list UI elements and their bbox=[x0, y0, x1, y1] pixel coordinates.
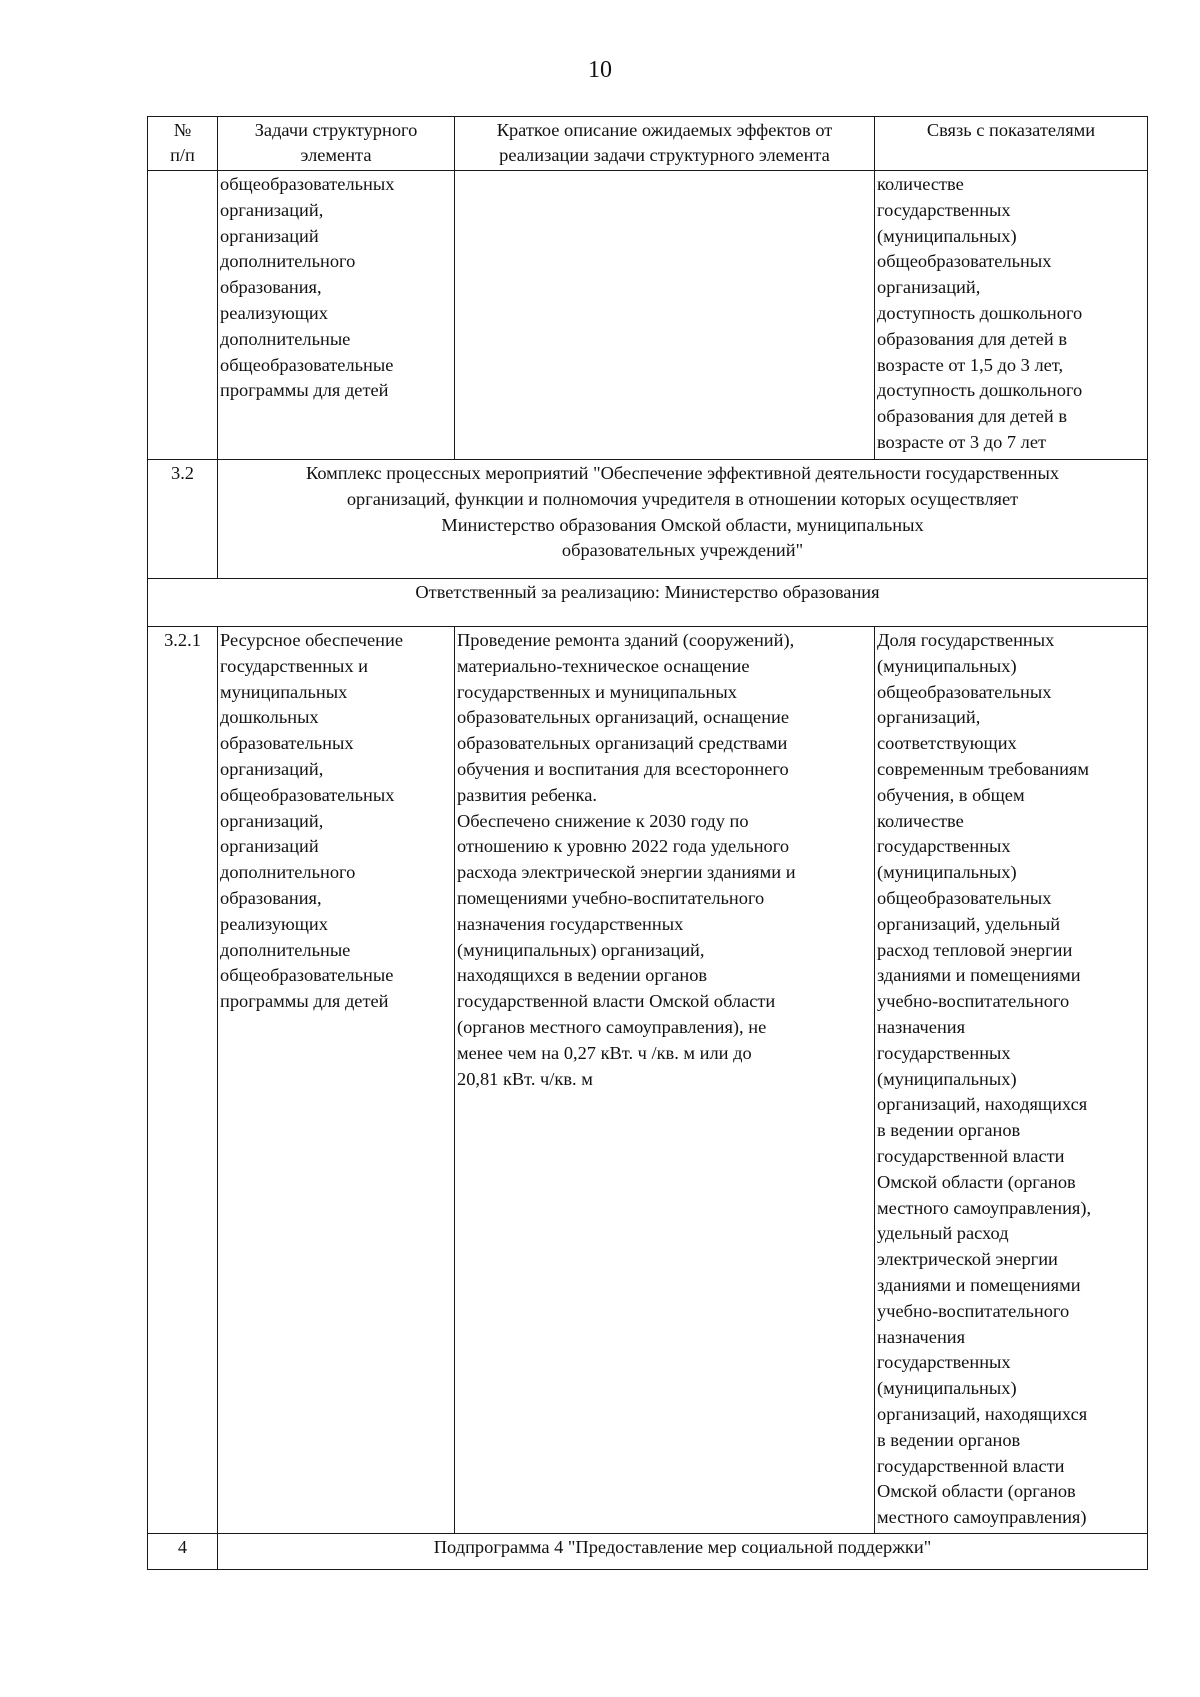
text-line: образовательных учреждений" bbox=[561, 540, 804, 561]
text-line: соответствующих bbox=[877, 733, 1017, 754]
header-num-line: п/п bbox=[170, 145, 195, 165]
text-line: расхода электрической энергии зданиями и bbox=[457, 862, 796, 883]
complex-measures-title bbox=[218, 460, 1148, 579]
text-line: образования для детей в bbox=[877, 328, 1068, 349]
text-line: государственных bbox=[877, 1352, 1011, 1373]
text-line: количестве bbox=[877, 174, 964, 194]
text-line: электрической энергии bbox=[877, 1249, 1058, 1270]
text-line: Омской области (органов bbox=[877, 1171, 1076, 1192]
header-tasks-line: Задачи структурного bbox=[254, 120, 418, 140]
text-line: 20,81 кВт. ч/кв. м bbox=[457, 1068, 593, 1089]
cell-num: 3.2 bbox=[148, 460, 218, 579]
text-line: организаций, bbox=[877, 707, 981, 728]
text-line: (муниципальных) bbox=[877, 862, 1017, 883]
text-line: организаций, удельный bbox=[877, 913, 1061, 934]
text-line: находящихся в ведении органов bbox=[457, 965, 708, 986]
text-line: муниципальных bbox=[220, 681, 348, 702]
table-row-3-2 bbox=[148, 460, 1148, 579]
text-line: (муниципальных) организаций, bbox=[457, 939, 705, 960]
text-line: в ведении органов bbox=[877, 1429, 1021, 1450]
text-line: организаций, bbox=[220, 810, 324, 831]
text-line: программы для детей bbox=[220, 991, 389, 1012]
text-line: общеобразовательных bbox=[220, 784, 395, 805]
text-line: реализующих bbox=[220, 913, 328, 934]
cell-num bbox=[148, 171, 218, 460]
text-line: государственных bbox=[877, 199, 1011, 220]
table-row-continuation bbox=[148, 171, 1148, 460]
text-line: возрасте от 1,5 до 3 лет, bbox=[877, 354, 1064, 375]
text-line: государственной власти bbox=[877, 1145, 1065, 1166]
text-line: помещениями учебно-воспитательного bbox=[457, 887, 765, 908]
text-line: общеобразовательных bbox=[877, 887, 1052, 908]
header-num-line: № bbox=[173, 120, 192, 140]
text-line: организаций, bbox=[220, 758, 324, 779]
text-line: образовательных организаций, оснащение bbox=[457, 707, 790, 728]
table-row-responsible bbox=[148, 579, 1148, 627]
text-line: местного самоуправления) bbox=[877, 1507, 1087, 1528]
cell-tasks bbox=[218, 627, 455, 1534]
text-line: образования, bbox=[220, 887, 322, 908]
text-line: зданиями и помещениями bbox=[877, 1274, 1081, 1295]
text-line: расход тепловой энергии bbox=[877, 939, 1073, 960]
text-line: организаций bbox=[220, 225, 319, 246]
cell-effects bbox=[455, 627, 875, 1534]
cell-num: 3.2.1 bbox=[148, 627, 218, 1534]
text-line: доступность дошкольного bbox=[877, 302, 1083, 323]
header-effects-line: реализации задачи структурного элемента bbox=[499, 145, 830, 165]
text-line: государственных и bbox=[220, 655, 369, 676]
structural-elements-table bbox=[147, 116, 1148, 1570]
text-line: отношению к уровню 2022 года удельного bbox=[457, 836, 790, 857]
text-line: образования для детей в bbox=[877, 406, 1068, 427]
header-tasks-line: элемента bbox=[300, 145, 372, 165]
text-line: в ведении органов bbox=[877, 1120, 1021, 1141]
cell-effects bbox=[455, 171, 875, 460]
text-line: современным требованиям bbox=[877, 758, 1090, 779]
text-line: общеобразовательных bbox=[220, 174, 395, 194]
text-line: организаций, bbox=[877, 277, 981, 298]
text-line: образовательных bbox=[220, 733, 354, 754]
text-line: доступность дошкольного bbox=[877, 380, 1083, 401]
text-line: материально-техническое оснащение bbox=[457, 655, 750, 676]
text-line: программы для детей bbox=[220, 380, 389, 401]
header-indicators: Связь с показателями bbox=[875, 117, 1148, 171]
text-line: реализующих bbox=[220, 302, 328, 323]
text-line: возрасте от 3 до 7 лет bbox=[877, 431, 1047, 452]
text-line: государственных bbox=[877, 836, 1011, 857]
text-line: общеобразовательные bbox=[220, 965, 394, 986]
cell-num: 4 bbox=[148, 1533, 218, 1569]
text-line: развития ребенка. bbox=[457, 784, 597, 805]
text-line: Обеспечено снижение к 2030 году по bbox=[457, 810, 749, 831]
text-line: дополнительного bbox=[220, 862, 356, 883]
table-row-4 bbox=[148, 1533, 1148, 1569]
text-line: образования, bbox=[220, 277, 322, 298]
responsible-text: Ответственный за реализацию: Министерство образования bbox=[148, 579, 1148, 627]
subprogram-title: Подпрограмма 4 "Предоставление мер социальной поддержки" bbox=[218, 1533, 1148, 1569]
text-line: обучения и воспитания для всестороннего bbox=[457, 758, 789, 779]
page-number: 10 bbox=[588, 57, 612, 83]
text-line: организаций, функции и полномочия учредителя в отношении которых осуществляет bbox=[346, 488, 1019, 509]
text-line: Проведение ремонта зданий (сооружений), bbox=[457, 630, 795, 650]
text-line: учебно-воспитательного bbox=[877, 991, 1070, 1012]
text-line: местного самоуправления), bbox=[877, 1197, 1092, 1218]
text-line: государственных bbox=[877, 1042, 1011, 1063]
text-line: Омской области (органов bbox=[877, 1481, 1076, 1502]
text-line: Ресурсное обеспечение bbox=[220, 630, 403, 650]
text-line: организаций, находящихся bbox=[877, 1094, 1088, 1115]
text-line: зданиями и помещениями bbox=[877, 965, 1081, 986]
text-line: общеобразовательных bbox=[877, 251, 1052, 272]
text-line: организаций, bbox=[220, 199, 324, 220]
header-tasks bbox=[218, 117, 455, 171]
text-line: дополнительного bbox=[220, 251, 356, 272]
text-line: (муниципальных) bbox=[877, 1068, 1017, 1089]
header-effects bbox=[455, 117, 875, 171]
text-line: (муниципальных) bbox=[877, 225, 1017, 246]
text-line: (органов местного самоуправления), не bbox=[457, 1016, 767, 1037]
header-num bbox=[148, 117, 218, 171]
text-line: Комплекс процессных мероприятий "Обеспечение эффективной деятельности государственных bbox=[305, 463, 1060, 483]
text-line: менее чем на 0,27 кВт. ч /кв. м или до bbox=[457, 1042, 752, 1063]
text-line: назначения bbox=[877, 1326, 966, 1347]
text-line: учебно-воспитательного bbox=[877, 1300, 1070, 1321]
text-line: Министерство образования Омской области, муниципальных bbox=[441, 514, 924, 535]
text-line: (муниципальных) bbox=[877, 1378, 1017, 1399]
text-line: государственных и муниципальных bbox=[457, 681, 737, 702]
text-line: дополнительные bbox=[220, 328, 351, 349]
header-effects-line: Краткое описание ожидаемых эффектов от bbox=[496, 120, 833, 140]
text-line: назначения bbox=[877, 1016, 966, 1037]
text-line: образовательных организаций средствами bbox=[457, 733, 788, 754]
text-line: обучения, в общем bbox=[877, 784, 1025, 805]
text-line: Доля государственных bbox=[877, 630, 1055, 650]
text-line: назначения государственных bbox=[457, 913, 684, 934]
text-line: удельный расход bbox=[877, 1223, 1009, 1244]
cell-indicators bbox=[875, 171, 1148, 460]
cell-indicators bbox=[875, 627, 1148, 1534]
text-line: (муниципальных) bbox=[877, 655, 1017, 676]
text-line: дополнительные bbox=[220, 939, 351, 960]
table-header-row bbox=[148, 117, 1148, 171]
table-row-3-2-1 bbox=[148, 627, 1148, 1534]
text-line: количестве bbox=[877, 810, 964, 831]
text-line: организаций, находящихся bbox=[877, 1403, 1088, 1424]
text-line: государственной власти Омской области bbox=[457, 991, 776, 1012]
cell-tasks bbox=[218, 171, 455, 460]
text-line: государственной власти bbox=[877, 1455, 1065, 1476]
text-line: организаций bbox=[220, 836, 319, 857]
text-line: общеобразовательные bbox=[220, 354, 394, 375]
text-line: дошкольных bbox=[220, 707, 319, 728]
text-line: общеобразовательных bbox=[877, 681, 1052, 702]
